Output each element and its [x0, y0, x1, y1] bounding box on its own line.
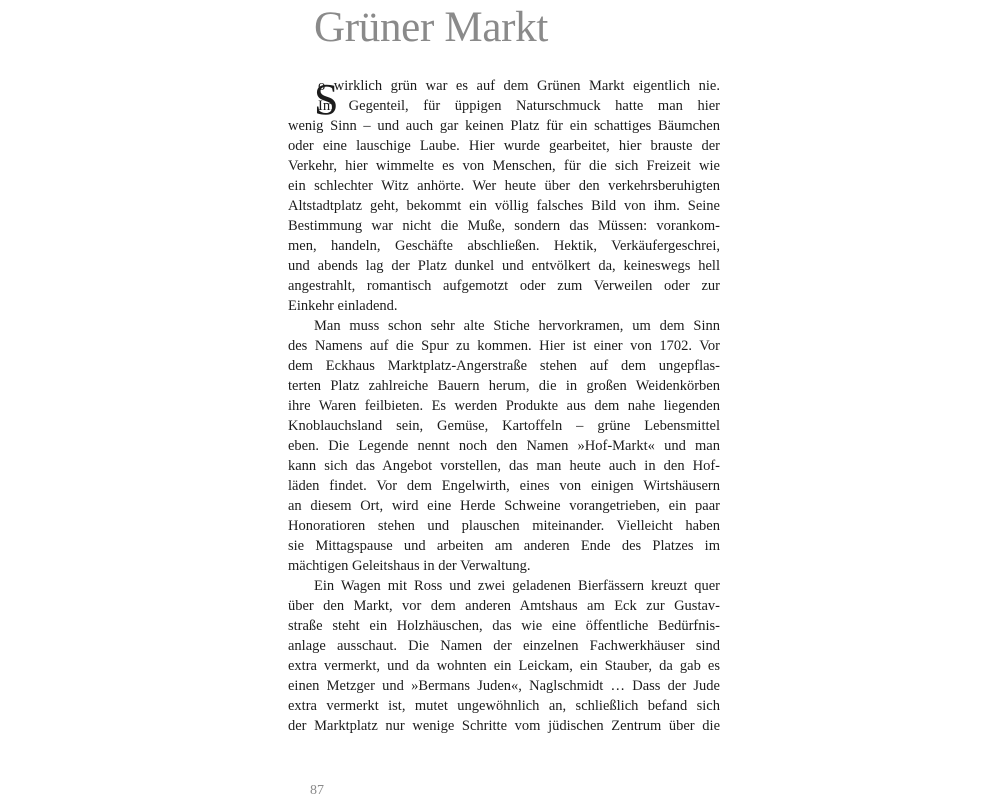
text-line: ein schlechter Witz anhörte. Wer heute über den verkehrsberuhigten — [288, 178, 720, 194]
text-line: men, handeln, Geschäfte abschließen. Hektik, Verkäufergeschrei, — [288, 238, 720, 254]
chapter-title: Grüner Markt — [314, 4, 549, 51]
text-line: wenig Sinn – und auch gar keinen Platz für ein schattiges Bäumchen — [288, 118, 720, 134]
text-line: Einkehr einladend. — [288, 298, 398, 314]
text-line: kann sich das Angebot vorstellen, das man heute auch in den Hof- — [288, 458, 720, 474]
text-line: und abends lag der Platz dunkel und entvölkert da, keineswegs hell — [288, 258, 720, 274]
text-line: angestrahlt, romantisch aufgemotzt oder zum Verweilen oder zur — [288, 278, 720, 294]
text-line: Honoratioren stehen und plauschen miteinander. Vielleicht haben — [288, 518, 720, 534]
text-line: terten Platz zahlreiche Bauern herum, die in großen Weidenkörben — [288, 378, 720, 394]
text-line: eben. Die Legende nennt noch den Namen »Hof-Markt« und man — [288, 438, 720, 454]
text-line: der Marktplatz nur wenige Schritte vom jüdischen Zentrum über die — [288, 718, 720, 734]
text-line: extra vermerkt, und da wohnten ein Leickam, ein Stauber, da gab es — [288, 658, 720, 674]
text-line: an diesem Ort, wird eine Herde Schweine vorangetrieben, ein paar — [288, 498, 720, 514]
text-line: anlage ausschaut. Die Namen der einzelnen Fachwerkhäuser sind — [288, 638, 720, 654]
text-line: Verkehr, hier wimmelte es von Menschen, für die sich Freizeit wie — [288, 158, 720, 174]
paragraph-3 — [288, 576, 720, 736]
text-line: einen Metzger und »Bermans Juden«, Naglschmidt … Dass der Jude — [288, 678, 720, 694]
text-line: Bestimmung war nicht die Muße, sondern das Müssen: vorankom- — [288, 218, 720, 234]
page-number: 87 — [310, 783, 324, 798]
paragraph-2 — [288, 316, 720, 576]
text-line: straße steht ein Holzhäuschen, das wie eine öffentliche Bedürfnis- — [288, 618, 720, 634]
text-line: Im Gegenteil, für üppigen Naturschmuck hatte man hier — [318, 98, 720, 114]
drop-cap: S — [314, 75, 339, 124]
text-line: sie Mittagspause und arbeiten am anderen Ende des Platzes im — [288, 538, 720, 554]
text-line: des Namens auf die Spur zu kommen. Hier ist einer von 1702. Vor — [288, 338, 720, 354]
text-line: Altstadtplatz geht, bekommt ein völlig falsches Bild von ihm. Seine — [288, 198, 720, 214]
text-line: oder eine lauschige Laube. Hier wurde gearbeitet, hier brauste der — [288, 138, 720, 154]
text-line: über den Markt, vor dem anderen Amtshaus am Eck zur Gustav- — [288, 598, 720, 614]
paragraph-1 — [288, 76, 720, 316]
text-line: dem Eckhaus Marktplatz-Angerstraße stehen auf dem ungepflas- — [288, 358, 720, 374]
text-line: Ein Wagen mit Ross und zwei geladenen Bierfässern kreuzt quer — [314, 578, 720, 594]
body-text — [288, 76, 720, 736]
text-line: läden findet. Vor dem Engelwirth, eines von einigen Wirtshäusern — [288, 478, 720, 494]
text-line: Man muss schon sehr alte Stiche hervorkramen, um dem Sinn — [314, 318, 720, 334]
text-line: ihre Waren feilbieten. Es werden Produkte aus dem nahe liegenden — [288, 398, 720, 414]
text-line: extra vermerkt ist, mutet ungewöhnlich an, schließlich befand sich — [288, 698, 720, 714]
text-line: o wirklich grün war es auf dem Grünen Markt eigentlich nie. — [318, 78, 720, 94]
text-line: mächtigen Geleitshaus in der Verwaltung. — [288, 558, 531, 574]
text-line: Knoblauchsland sein, Gemüse, Kartoffeln – grüne Lebensmittel — [288, 418, 720, 434]
